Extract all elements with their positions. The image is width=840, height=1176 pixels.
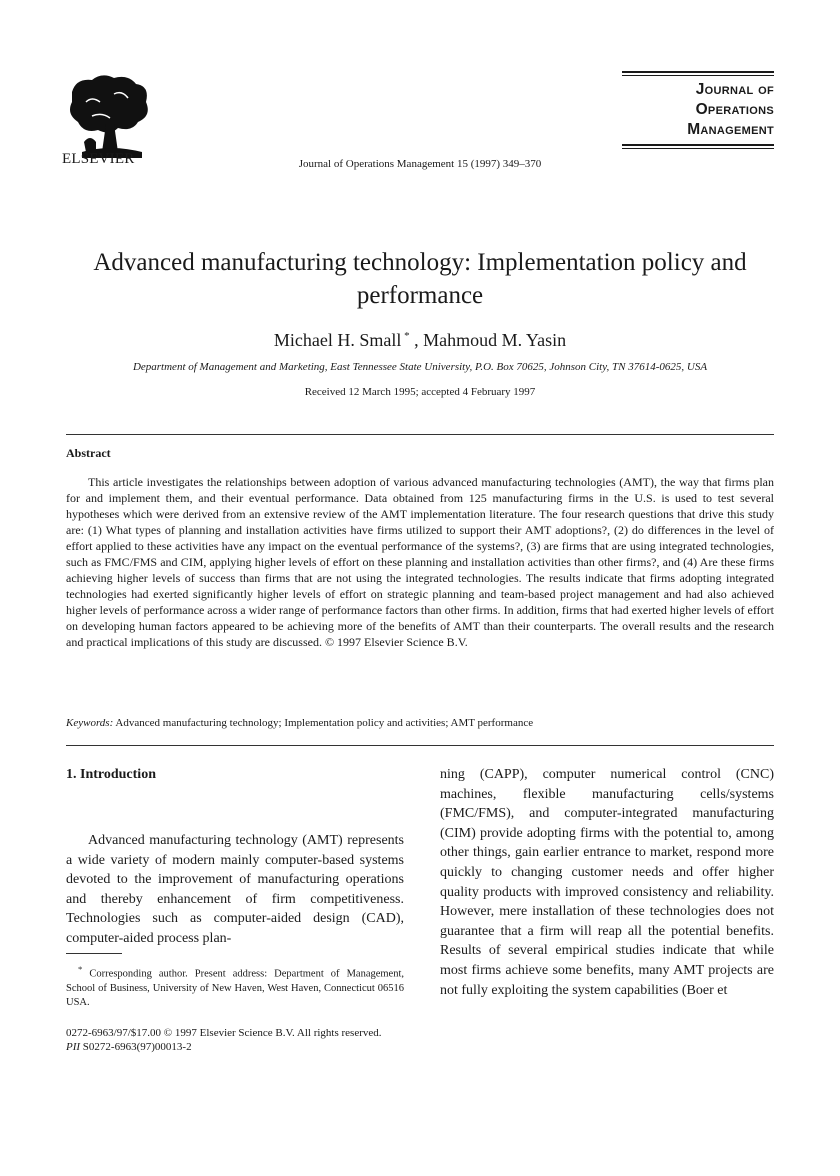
abstract-top-rule: [66, 434, 774, 435]
abstract-text: This article investigates the relationships between adoption of various advanced manufacturing technologies (AMT), the way that firms plan for and implement them, and their eventual performance. Data obtained from 125 manufacturing firms in the U.S. is used to test several hypotheses which were derived from an extensive review of the AMT implementation literature. The four research questions that drive this study are: (1) What types of planning and installation activities have firms utilized to support their AMT adoptions?, (2) do differences in the level of effort applied to these activities have any impact on the eventual performance of the systems?, (3) are firms that are using integrated technologies, such as FMC/FMS and CIM, applying higher levels of effort on these planning and installation activities than other firms?, and (4) Are these firms achieving higher levels of success than firms that are not using the integrated technologies. The results indicate that firms adopting integrated technologies had exerted significantly higher levels of effort on strategic planning and team-based project management and had also achieved higher levels of performance across a wider range of performance factors than other firms. In addition, firms that had exerted higher levels of effort on developing human factors appeared to be achieving more of the benefits of AMT than their counterparts. The overall results and the research and practical implications of this study are discussed. © 1997 Elsevier Science B.V.: [66, 475, 774, 649]
authors: [0, 330, 840, 351]
abstract-bottom-rule: [66, 745, 774, 746]
journal-masthead: [622, 71, 774, 149]
pii-value: S0272-6963(97)00013-2: [82, 1041, 192, 1053]
journal-line-3: Management: [687, 121, 774, 138]
pii-label: PII: [66, 1041, 81, 1053]
footnote-text: Corresponding author. Present address: Department of Management, School of Business, University of New Haven, West Haven, Connecticut 06516 USA.: [66, 968, 405, 1008]
intro-paragraph-right: ning (CAPP), computer numerical control (CNC) machines, flexible manufacturing cells/systems (FMC/FMS), and computer-integrated manufacturing (CIM) provide adopting firms with the potential to, among other things, gain earlier entrance to market, respond more quickly to changing customer needs and offer higher quality products with improved consistency and reliability. However, mere installation of these technologies does not guarantee that a firm will reap all the potential benefits. Results of several empirical studies indicate that while most firms achieve some benefits, many AMT projects are not fully exploiting the system capabilities (Boer et: [440, 767, 774, 998]
elsevier-tree-logo: [62, 72, 158, 162]
journal-line-1: Journal of: [695, 81, 774, 98]
keywords-list: Advanced manufacturing technology; Implementation policy and activities; AMT performance: [115, 717, 534, 729]
publisher-name: ELSEVIER: [62, 151, 135, 167]
journal-citation: Journal of Operations Management 15 (1997) 349–370: [298, 158, 542, 170]
journal-line-2: Operations: [695, 101, 774, 118]
masthead-top-rule: [622, 71, 774, 73]
author-names: Michael H. Small * , Mahmoud M. Yasin: [273, 330, 567, 350]
footnote-rule: [66, 953, 122, 954]
masthead-top-rule-thin: [622, 75, 774, 76]
keywords-label: Keywords:: [66, 717, 114, 729]
copyright-line: 0272-6963/97/$17.00 © 1997 Elsevier Science B.V. All rights reserved.: [66, 1027, 382, 1039]
author-footnote-mark: *: [401, 330, 410, 342]
masthead-bottom-rule: [622, 144, 774, 146]
article-title: Advanced manufacturing technology: Implementation policy and performance: [93, 249, 747, 309]
pii-line: [66, 1040, 382, 1054]
affiliation: Department of Management and Marketing, East Tennessee State University, P.O. Box 70625, Johnson City, TN 37614-0625, USA: [132, 361, 708, 373]
abstract-heading: Abstract: [66, 446, 111, 460]
footnote-mark: *: [78, 964, 83, 974]
masthead-bottom-rule-thin: [622, 148, 774, 149]
corresponding-author-footnote: [66, 962, 404, 1010]
intro-paragraph-left: Advanced manufacturing technology (AMT) represents a wide variety of modern mainly computer-based systems devoted to the improvement of manufacturing operations and thereby enhancement of firm competitiveness. Technologies such as computer-aided design (CAD), computer-aided process plan-: [66, 833, 404, 946]
copyright-block: [66, 1026, 382, 1054]
section-heading-introduction: 1. Introduction: [66, 767, 156, 782]
keywords: [66, 717, 533, 729]
received-dates: Received 12 March 1995; accepted 4 February 1997: [304, 386, 536, 398]
